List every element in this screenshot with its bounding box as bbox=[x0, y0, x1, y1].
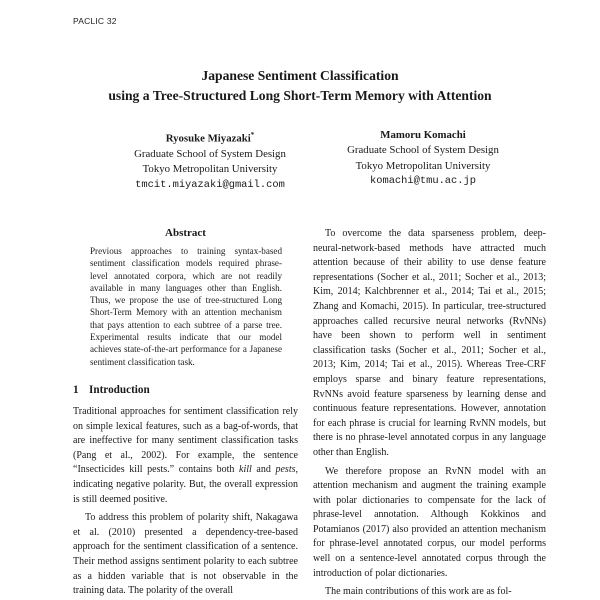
author-affiliation-2: Graduate School of System Design bbox=[347, 144, 499, 157]
title-line-2: using a Tree-Structured Long Short-Term Memory with Attention bbox=[108, 88, 492, 103]
author-email-1[interactable]: tmcit.miyazaki@gmail.com bbox=[135, 178, 285, 191]
author-block-2 bbox=[308, 128, 538, 190]
section-heading-introduction bbox=[73, 384, 298, 396]
intro-paragraph-1: Traditional approaches for sentiment classification rely on simple lexical features, such as a bag-of-words, that are ineffective for many sentiment classification tasks (Pang et al., 2002). For example, the sentence “Insecticides kill pests.” contains both kill and pests, indicating negative polarity. But, the overall expression is still deemed positive. bbox=[73, 405, 298, 505]
author-affiliation-1: Graduate School of System Design bbox=[134, 148, 286, 160]
author-block-1 bbox=[95, 128, 325, 193]
author-marker: * bbox=[250, 131, 255, 139]
introduction-body bbox=[73, 405, 298, 599]
term-pests: pests bbox=[275, 464, 296, 476]
right-paragraph-2: We therefore propose an RvNN model with an attention mechanism and augment the training example with polar dictionaries to compensate for the lack of phrase-level annotation. Although Kokkinos and Potamianos (2017) also provided an attention mechanism for phrase-level annotated corpus, our model performs well on a sentence-level annotated corpus through the introduction of polar dictionaries. bbox=[313, 465, 546, 579]
section-title: Introduction bbox=[89, 383, 150, 396]
paper-title bbox=[0, 66, 600, 106]
intro-paragraph-2: To address this problem of polarity shift, Nakagawa et al. (2010) presented a dependency-tree-based approach for the sentiment classification of a sentence. Their method assigns sentiment polarity to each subtree as a hidden variable that is not observable in the training data. The polarity of the overall bbox=[73, 512, 298, 597]
author-university-2: Tokyo Metropolitan University bbox=[355, 159, 491, 172]
title-line-1: Japanese Sentiment Classification bbox=[201, 68, 399, 83]
abstract-heading: Abstract bbox=[165, 227, 206, 239]
right-column-body bbox=[313, 227, 546, 600]
right-column bbox=[313, 227, 546, 600]
abstract-body bbox=[90, 245, 282, 368]
right-paragraph-3: The main contributions of this work are as fol- bbox=[325, 586, 512, 598]
left-column bbox=[73, 227, 298, 599]
author-email-2[interactable]: komachi@tmu.ac.jp bbox=[369, 175, 476, 188]
author-name-2: Mamoru Komachi bbox=[380, 129, 466, 141]
abstract-text: Previous approaches to training syntax-based sentiment classification models required phrase-level annotated corpora, which are not readily available in many languages other than English. Thus, we propose the use of tree-structured Long Short-Term Memory with an attention mechanism that pays attention to each subtree of a parse tree. Experimental results indicate that our model achieves state-of-the-art performance for a Japanese sentiment classification task. bbox=[90, 246, 282, 367]
author-name-1: Ryosuke Miyazaki* bbox=[165, 131, 255, 145]
conference-tag: PACLIC 32 bbox=[73, 16, 117, 26]
author-university-1: Tokyo Metropolitan University bbox=[142, 163, 278, 176]
section-number: 1 bbox=[73, 383, 79, 396]
term-kill: kill bbox=[239, 464, 252, 476]
right-paragraph-1: To overcome the data sparseness problem, deep-neural-network-based methods have attracted much attention because of their ability to use dense feature representations (Socher et al., 2011; Socher et al., 2013; Kim, 2014; Kalchbrenner et al., 2014; Tai et al., 2015; Zhang and Komachi, 2015). In particular, tree-structured approaches called recursive neural networks (RvNNs) have been shown to perform well in sentiment classification tasks (Socher et al., 2011; Socher et al., 2013; Kim, 2014; Tai et al., 2015). Whereas Tree-CRF employs sparse and binary feature representations, RvNNs avoid feature sparseness by learning dense and continuous feature representations. However, annotation for each phrase is crucial for learning RvNN models, but there is no phrase-level annotated corpus in any language other than English. bbox=[313, 228, 546, 458]
